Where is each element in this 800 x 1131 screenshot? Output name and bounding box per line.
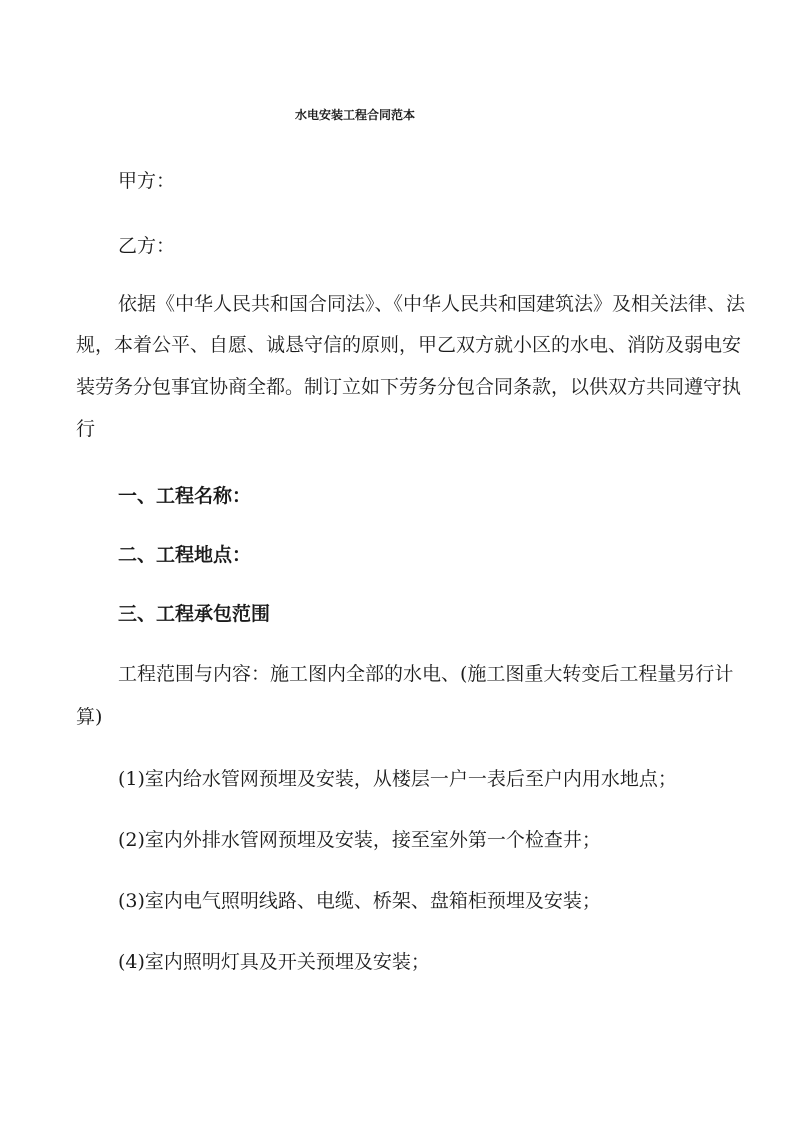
scope-line-1: 工程范围与内容：施工图内全部的水电、(施工图重大转变后工程量另行计 bbox=[118, 663, 734, 685]
section-heading-contract-scope: 三、工程承包范围 bbox=[118, 603, 271, 625]
intro-line-3: 装劳务分包事宜协商全都。制订立如下劳务分包合同条款，以供双方共同遵守执 bbox=[76, 376, 742, 398]
section-heading-project-name: 一、工程名称： bbox=[118, 485, 252, 507]
party-a-label: 甲方： bbox=[118, 170, 176, 192]
scope-item-1: (1)室内给水管网预埋及安装，从楼层一户一表后至户内用水地点； bbox=[118, 768, 677, 790]
scope-item-2: (2)室内外排水管网预埋及安装，接至室外第一个检查井； bbox=[118, 829, 601, 851]
document-title: 水电安装工程合同范本 bbox=[294, 108, 415, 122]
intro-line-2: 规，本着公平、自愿、诚恳守信的原则，甲乙双方就小区的水电、消防及弱电安 bbox=[76, 334, 742, 356]
scope-item-3: (3)室内电气照明线路、电缆、桥架、盘箱柜预埋及安装； bbox=[118, 890, 601, 912]
intro-line-4: 行 bbox=[76, 418, 96, 440]
intro-line-1: 依据《中华人民共和国合同法》、《中华人民共和国建筑法》及相关法律、法 bbox=[118, 293, 746, 315]
section-heading-project-location: 二、工程地点： bbox=[118, 544, 252, 566]
scope-line-2: 算) bbox=[76, 706, 103, 728]
party-b-label: 乙方： bbox=[118, 235, 176, 257]
scope-item-4: (4)室内照明灯具及开关预埋及安装； bbox=[118, 951, 430, 973]
